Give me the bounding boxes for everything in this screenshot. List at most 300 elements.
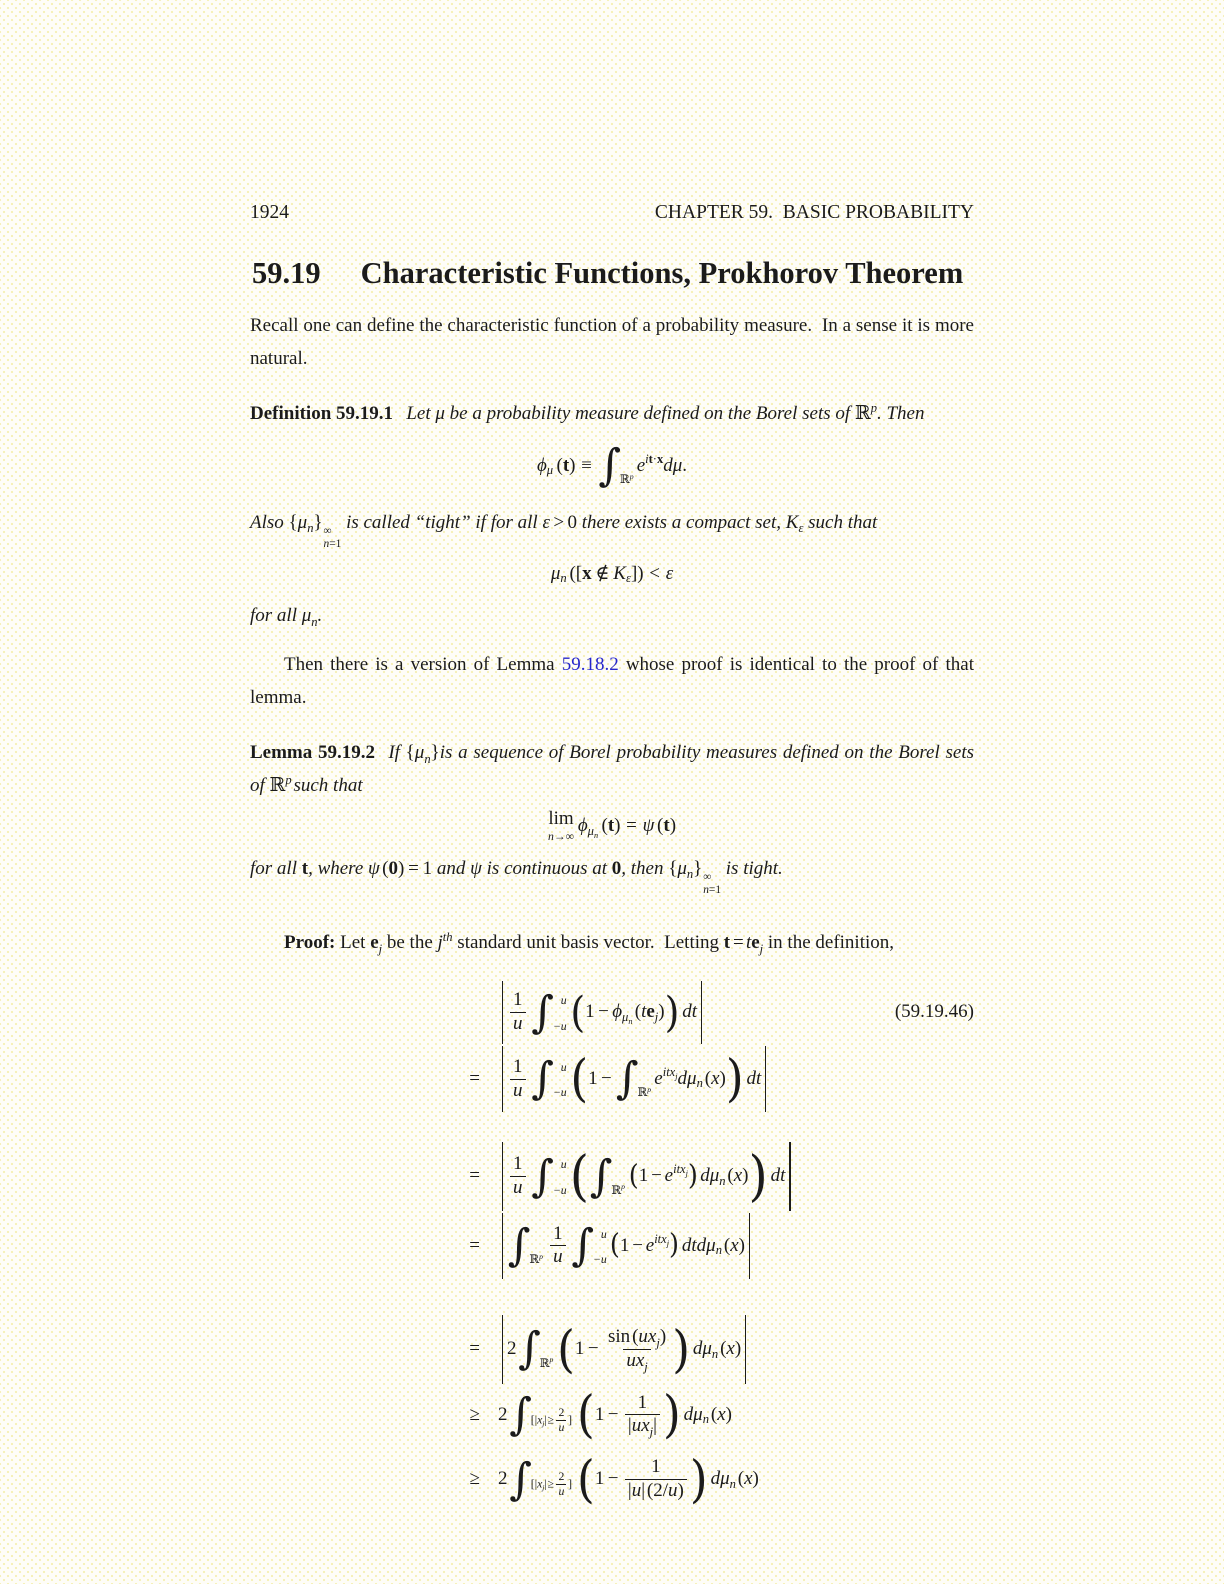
- math-run: n: [311, 614, 318, 629]
- abs-bar: [502, 1142, 503, 1210]
- subscript: [712, 1348, 718, 1361]
- denominator: [623, 1349, 651, 1373]
- math-run: =1: [329, 537, 342, 550]
- section-number: 59.19: [252, 256, 321, 290]
- integral-limits: [553, 1060, 567, 1098]
- math-run: ∞: [703, 870, 712, 883]
- math-run: n: [560, 571, 567, 586]
- integral-upper-limit: [561, 1062, 567, 1074]
- math-roman-text: ℝ: [854, 403, 871, 424]
- big-delimiter: (: [557, 1320, 575, 1379]
- big-delimiter: (: [577, 1450, 595, 1509]
- math-italic-text: .: [317, 605, 323, 627]
- math-roman-text: standard unit basis vector. Letting: [452, 932, 724, 954]
- math-run: j: [644, 1359, 648, 1374]
- subscript: [560, 572, 566, 585]
- math-italic-text: , then: [621, 857, 669, 879]
- integral: [507, 1220, 545, 1272]
- math-bold: t: [301, 857, 309, 879]
- superscript: [647, 1085, 651, 1094]
- equation-row: [250, 1213, 974, 1280]
- math-roman-text: ≥: [547, 1477, 554, 1491]
- math-run: μ: [414, 742, 425, 764]
- math-roman-text: →∞: [553, 830, 575, 844]
- integral-limits: [531, 1396, 572, 1434]
- math-roman-text: 1: [638, 1165, 649, 1187]
- integral: [589, 1150, 627, 1202]
- derivation-block: [250, 981, 974, 1509]
- math-roman-text: =: [626, 815, 637, 837]
- math-run: ): [734, 1338, 742, 1360]
- fraction: [605, 1326, 670, 1373]
- math-run: |: [641, 1479, 646, 1501]
- math-italic-text: p: [621, 1182, 626, 1192]
- math-run: ): [677, 1479, 684, 1501]
- math-italic-text: such that: [293, 775, 363, 797]
- math-roman-text: ≥: [547, 1412, 554, 1426]
- denominator: [510, 1079, 526, 1103]
- math-run: K: [613, 562, 626, 584]
- denominator: [556, 1484, 566, 1499]
- big-delimiter: ): [689, 1450, 708, 1509]
- subscript: [687, 867, 693, 881]
- math-run: e: [654, 1068, 663, 1089]
- math-roman-text: 2: [506, 1338, 517, 1360]
- math-roman-text: in the definition,: [763, 932, 895, 954]
- equation-limit: [250, 808, 974, 844]
- math-italic-text: is a sequence of Borel probability measures defined on the Borel sets of: [250, 742, 975, 797]
- math-run: ): [738, 1234, 745, 1256]
- math-run: x: [717, 1403, 726, 1425]
- math-run: (: [601, 815, 608, 837]
- integral-lower-limit: [529, 1251, 543, 1267]
- math-run: d: [710, 1468, 721, 1490]
- big-delimiter: (: [569, 1144, 590, 1209]
- math-roman-text: ℝ: [611, 1183, 622, 1197]
- equation-characteristic-function: [250, 440, 974, 491]
- math-roman-text: >: [553, 511, 565, 533]
- math-run: μ: [546, 463, 554, 478]
- math-run: j: [542, 1418, 545, 1428]
- subscript: [656, 1336, 659, 1350]
- math-run: j: [666, 1238, 670, 1248]
- math-run: j: [759, 941, 764, 956]
- also-tight-paragraph: [250, 506, 974, 550]
- numerator: [510, 1056, 526, 1079]
- math-roman-text: 2: [498, 1403, 508, 1425]
- math-bold: Proof:: [284, 932, 336, 954]
- math-run: (: [704, 1068, 712, 1089]
- math-run: u: [631, 1479, 642, 1501]
- lower-limit: [324, 538, 342, 551]
- math-roman-text: ℝ: [637, 1086, 648, 1100]
- math-run: (: [720, 1338, 727, 1360]
- math-italic-text: . Then: [876, 403, 925, 424]
- math-roman-text: 1: [585, 1001, 595, 1023]
- math-roman-text: 2: [498, 1468, 508, 1490]
- integral-limits: [638, 1060, 652, 1098]
- math-run: μ: [435, 403, 445, 424]
- numerator: [510, 1153, 526, 1176]
- math-roman-text: =: [732, 932, 744, 954]
- math-run: dt: [682, 1001, 698, 1023]
- chapter-header: CHAPTER 59. BASIC PROBABILITY: [654, 202, 974, 223]
- abs-bar: [502, 981, 503, 1044]
- equation-row: [250, 1315, 974, 1383]
- math-run: j: [656, 1335, 660, 1350]
- big-delimiter: ): [725, 1049, 744, 1109]
- math-run: ux: [631, 1415, 650, 1437]
- subscript: [379, 942, 382, 956]
- math-roman-text: lim: [548, 808, 574, 830]
- under-text: [548, 831, 574, 843]
- math-roman-text: −: [607, 1403, 619, 1425]
- math-run: e: [664, 1165, 674, 1187]
- numerator: [556, 1470, 566, 1484]
- denominator: [625, 1479, 688, 1503]
- subscript: [542, 1419, 544, 1428]
- math-roman-text: 2: [653, 1479, 663, 1501]
- math-run: itx: [673, 1162, 686, 1177]
- math-run: i: [645, 451, 649, 466]
- denominator: [625, 1414, 661, 1438]
- math-roman-text: <: [649, 562, 660, 584]
- math-run: n: [711, 1346, 719, 1361]
- math-run: n: [686, 867, 694, 882]
- math-run: (: [634, 1001, 642, 1023]
- big-delimiter: (: [577, 1385, 595, 1444]
- math-run: u: [558, 1420, 565, 1434]
- math-roman-text: ℝ: [619, 473, 630, 487]
- equation-row: [250, 1450, 974, 1509]
- equation-row: [250, 1046, 974, 1113]
- math-run: (: [737, 1468, 745, 1490]
- abs-bar: [789, 1142, 790, 1210]
- math-run: μ: [301, 605, 312, 627]
- big-delimiter: ): [687, 1159, 698, 1193]
- math-run: j: [542, 1483, 545, 1493]
- page-header: [250, 202, 974, 224]
- math-roman-text: 1: [619, 1234, 630, 1256]
- subscript: [716, 1244, 722, 1257]
- math-run: /: [662, 1479, 669, 1501]
- integral-lower-limit: [611, 1182, 626, 1197]
- math-run: ux: [626, 1349, 645, 1371]
- limits-stack: [324, 525, 342, 550]
- math-bold: t: [562, 454, 570, 476]
- integral: [518, 1323, 555, 1375]
- integral: [571, 1220, 608, 1272]
- math-run: x: [726, 1338, 735, 1360]
- math-roman-text: 1: [588, 1068, 598, 1089]
- integral-upper-limit: [561, 995, 567, 1007]
- math-run: |: [627, 1479, 632, 1501]
- math-run: [: [530, 1412, 535, 1426]
- math-run: (: [632, 1326, 639, 1348]
- math-run: u: [513, 1012, 523, 1034]
- abs-bar: [701, 981, 702, 1044]
- math-run: |: [534, 1477, 538, 1491]
- lemma-ref-link[interactable]: 59.18.2: [561, 654, 619, 676]
- math-run: ): [742, 1165, 749, 1187]
- integral: [509, 1388, 573, 1440]
- math-roman-text: −: [632, 1234, 643, 1256]
- integral-sign: ∫: [589, 1150, 613, 1202]
- big-delimiter: ): [672, 1320, 691, 1379]
- math-bold: t: [723, 932, 731, 954]
- math-run: u: [560, 1060, 567, 1074]
- math-run: n: [703, 883, 709, 896]
- subscript: [307, 521, 313, 535]
- integral-sign: ∫: [531, 986, 555, 1038]
- integral-limits: [620, 447, 634, 485]
- math-roman-text: Let: [335, 932, 371, 954]
- integral-lower-limit: [593, 1254, 607, 1266]
- math-run: dt: [746, 1068, 762, 1089]
- math-run: =1: [708, 883, 722, 896]
- subscript: [655, 1011, 658, 1024]
- subscript: [542, 1483, 544, 1492]
- math-italic-text: p: [870, 401, 877, 416]
- math-run: ux: [638, 1326, 657, 1348]
- subscript: [424, 752, 430, 766]
- math-roman-text: 2: [558, 1470, 565, 1484]
- integral-sign: ∫: [531, 1150, 555, 1202]
- integral-lower-limit: [553, 1185, 567, 1197]
- math-run: u: [553, 1246, 563, 1268]
- math-italic-text: , where: [308, 857, 369, 879]
- math-run: u: [668, 1479, 678, 1501]
- lemma-paragraph: [250, 736, 974, 802]
- math-run: }: [313, 511, 323, 533]
- math-run: d: [692, 1338, 703, 1360]
- math-run: ): [658, 1001, 665, 1023]
- abs-bar: [765, 1046, 766, 1113]
- equation-row: [250, 1142, 974, 1210]
- math-italic-text: and: [432, 857, 471, 879]
- math-run: n: [547, 830, 554, 844]
- math-roman-text: ∉: [595, 563, 610, 585]
- definition-paragraph: [250, 397, 974, 430]
- integral-lower-limit: [637, 1084, 652, 1100]
- big-delimiter: ): [664, 988, 680, 1037]
- integral-sign: ∫: [509, 1388, 532, 1440]
- equation-body: [498, 1213, 754, 1280]
- math-italic-text: for all: [250, 857, 302, 879]
- superscript: [645, 453, 663, 466]
- math-run: j: [378, 941, 383, 956]
- math-run: −u: [552, 1086, 567, 1100]
- math-run: u: [600, 1227, 607, 1241]
- math-run: n: [729, 1476, 736, 1491]
- math-run: (: [723, 1234, 731, 1256]
- math-run: ): [569, 454, 576, 476]
- integral-sign: ∫: [598, 440, 622, 491]
- math-roman-text: ℝ: [529, 1253, 540, 1267]
- numerator: [510, 989, 526, 1012]
- abs-bar: [502, 1315, 503, 1383]
- math-run: ε: [625, 571, 631, 586]
- relation-symbol: =: [469, 1234, 480, 1256]
- numerator: [556, 1406, 566, 1420]
- math-run: {: [668, 857, 678, 879]
- math-run: μ: [550, 562, 561, 584]
- math-run: ): [725, 1403, 732, 1425]
- math-run: ϕ: [536, 454, 547, 476]
- superscript: [673, 1162, 688, 1179]
- fraction: [510, 1056, 526, 1103]
- upper-limit: [324, 525, 342, 538]
- equation-body: [498, 1046, 770, 1113]
- integral-upper-limit: [601, 1229, 607, 1241]
- forall-mu-paragraph: [250, 599, 974, 632]
- operator-name: [548, 809, 573, 829]
- then-version-paragraph: [250, 648, 974, 714]
- math-run: d: [700, 1165, 710, 1187]
- math-roman-text: −: [601, 1068, 612, 1089]
- math-roman-text: 1: [637, 1391, 648, 1413]
- relation-symbol: =: [469, 1338, 480, 1360]
- superscript: [871, 401, 877, 415]
- math-roman-text: 1: [651, 1456, 661, 1478]
- math-roman-text: ·: [652, 451, 657, 466]
- superscript: [630, 472, 634, 481]
- subscript: [622, 1009, 633, 1027]
- math-roman-text: −: [607, 1468, 619, 1490]
- superscript: [621, 1182, 625, 1191]
- math-run: j: [649, 1425, 654, 1440]
- math-run: (: [569, 562, 576, 584]
- math-run: d: [663, 454, 673, 476]
- numerator: [634, 1392, 650, 1415]
- math-run: −u: [592, 1253, 607, 1267]
- math-run: n: [323, 537, 330, 550]
- integral-lower-limit: [539, 1355, 554, 1370]
- math-run: j: [675, 1071, 678, 1081]
- equation-body: [498, 981, 706, 1044]
- math-roman-text: 1: [553, 1222, 563, 1244]
- fraction: [625, 1392, 661, 1439]
- math-roman-text: −: [598, 1001, 609, 1023]
- math-run: K: [785, 511, 799, 533]
- math-italic-text: Let: [406, 403, 436, 424]
- integral-sign: ∫: [571, 1220, 595, 1272]
- math-run: t: [745, 932, 752, 954]
- subscript: [798, 521, 803, 535]
- math-run: ): [659, 1326, 667, 1348]
- math-run: itx: [654, 1231, 667, 1246]
- math-run: ε: [665, 562, 674, 584]
- math-run: }: [693, 857, 703, 879]
- math-run: ϕ: [612, 1001, 623, 1023]
- math-run: u: [513, 1079, 523, 1101]
- math-run: ): [719, 1068, 726, 1089]
- math-run: |: [653, 1415, 657, 1437]
- fraction: [625, 1456, 688, 1503]
- subscript: [697, 1077, 703, 1090]
- math-run: j: [437, 932, 443, 954]
- math-run: −u: [552, 1019, 567, 1033]
- math-run: x: [537, 1477, 543, 1491]
- integral: [509, 1453, 573, 1505]
- math-run: ε: [798, 521, 804, 536]
- math-run: |: [544, 1477, 547, 1491]
- math-italic-text: p: [647, 1084, 652, 1094]
- math-run: d: [683, 1403, 694, 1425]
- math-run: ]: [568, 1412, 573, 1426]
- math-run: ]: [630, 562, 638, 584]
- math-roman-text: 2: [558, 1405, 565, 1419]
- fraction: [556, 1406, 566, 1435]
- math-run: j: [685, 1169, 688, 1179]
- subscript: [547, 464, 553, 477]
- math-roman-text: 1: [422, 857, 433, 879]
- equation-body: [498, 1142, 794, 1210]
- integral-lower-limit: [553, 1021, 567, 1033]
- math-run: u: [513, 1176, 523, 1198]
- equation-body: [548, 809, 676, 844]
- math-run: ]: [568, 1477, 573, 1491]
- underscript-group: [548, 809, 574, 844]
- superscript: [550, 1355, 554, 1364]
- math-run: (: [646, 1479, 654, 1501]
- math-run: (: [556, 454, 563, 476]
- math-bold: t: [663, 815, 670, 837]
- math-run: itx: [662, 1064, 676, 1079]
- subscript: [730, 1478, 736, 1491]
- math-roman-text: 1: [594, 1468, 605, 1490]
- math-bold: x: [582, 562, 592, 584]
- abs-bar: [502, 1213, 503, 1280]
- math-run: x: [711, 1068, 720, 1089]
- integral-sign: ∫: [518, 1323, 541, 1375]
- integral-limits: [593, 1227, 607, 1265]
- integral-lower-limit: [531, 1470, 572, 1499]
- subscript: [311, 615, 317, 629]
- math-roman-text: .: [682, 454, 688, 476]
- integral: [598, 440, 635, 491]
- math-bold: e: [646, 1001, 655, 1023]
- integral-lower-limit: [553, 1087, 567, 1099]
- equation-row: [250, 1385, 974, 1444]
- superscript: [539, 1252, 543, 1261]
- math-italic-text: p: [629, 471, 634, 481]
- integral-limits: [553, 994, 567, 1032]
- math-run: x: [537, 1412, 543, 1426]
- subscript: [650, 1425, 653, 1439]
- math-run: μ: [693, 1403, 703, 1425]
- math-roman-text: sin: [608, 1326, 631, 1348]
- math-run: (: [710, 1403, 718, 1425]
- math-run: n: [424, 751, 431, 766]
- math-roman-text: 1: [513, 1153, 523, 1175]
- math-run: j: [654, 1009, 659, 1024]
- integral-limits: [540, 1330, 554, 1368]
- math-run: x: [744, 1468, 753, 1490]
- page-number: 1924: [250, 202, 289, 223]
- math-roman-text: =: [408, 857, 419, 879]
- equation-body: [551, 562, 673, 585]
- subscript: [703, 1413, 709, 1426]
- math-roman-text: 1: [513, 989, 523, 1011]
- superscript: [663, 1066, 678, 1079]
- relation-symbol: ≥: [469, 1403, 480, 1425]
- integral-limits: [611, 1158, 625, 1196]
- math-run: μ: [622, 1009, 629, 1024]
- equation-body: [536, 440, 688, 491]
- math-run: μ: [709, 1165, 720, 1187]
- fraction: [510, 989, 526, 1036]
